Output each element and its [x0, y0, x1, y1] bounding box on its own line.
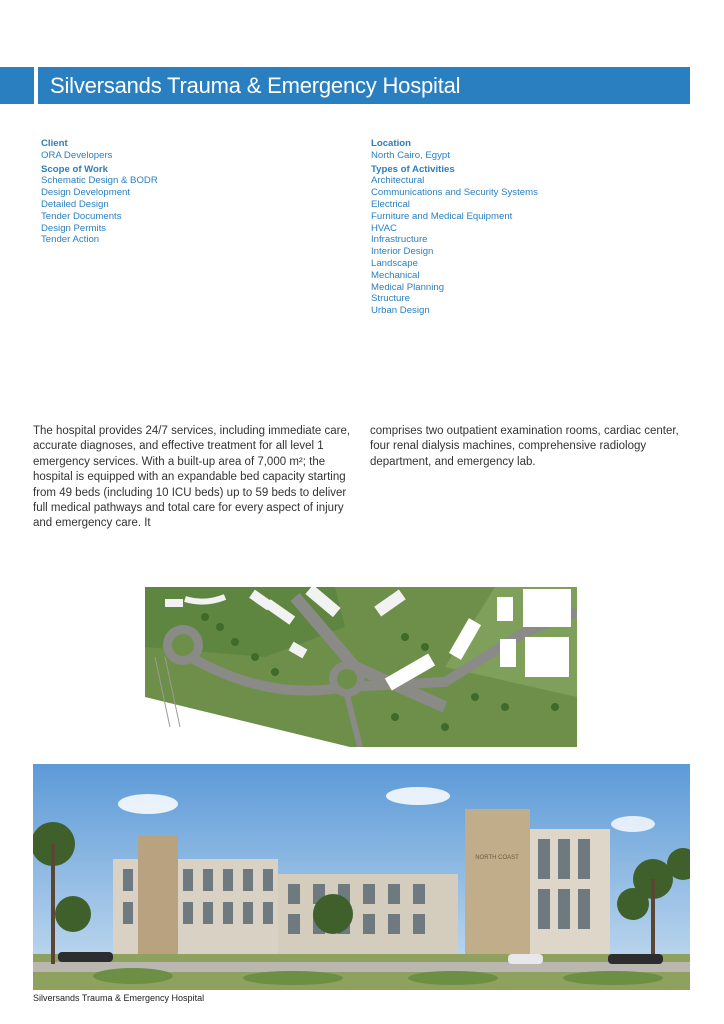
hospital-render-image — [33, 764, 690, 990]
client-value: ORA Developers — [41, 149, 113, 161]
activity-item: Structure — [371, 293, 410, 305]
activity-item: Mechanical — [371, 269, 420, 281]
location-block — [371, 138, 671, 162]
activity-item: Urban Design — [371, 305, 430, 317]
description-left: The hospital provides 24/7 services, including immediate care, accurate diagnoses, and effective treatment for all level 1 emergency services. With a built-up area of 7,000 m²; the hospital is equipped with an expandable bed capacity starting from 49 beds (including 10 ICU beds) up to 59 beds to deliver full medical pathways and total care for every aspect of injury and emergency care. It — [33, 425, 351, 530]
page-title: Silversands Trauma & Emergency Hospital — [50, 72, 461, 98]
activity-item: Architectural — [371, 175, 425, 187]
project-info-right — [371, 138, 671, 319]
site-plan-image — [145, 587, 577, 747]
client-heading: Client — [41, 138, 68, 149]
activity-item: Electrical — [371, 198, 410, 210]
scope-item: Design Development — [41, 187, 131, 199]
activity-item: HVAC — [371, 222, 397, 234]
scope-item: Design Permits — [41, 222, 107, 234]
scope-block — [41, 164, 341, 247]
project-info-left — [41, 138, 341, 248]
activity-item: Furniture and Medical Equipment — [371, 210, 513, 222]
location-heading: Location — [371, 138, 411, 149]
image-caption: Silversands Trauma & Emergency Hospital — [33, 993, 205, 1003]
building-sign: NORTH COAST — [475, 855, 519, 861]
activities-heading: Types of Activities — [371, 163, 455, 175]
client-block — [41, 138, 341, 162]
title-banner — [38, 67, 690, 104]
activities-block — [371, 164, 671, 317]
activity-item: Infrastructure — [371, 234, 428, 246]
scope-item: Detailed Design — [41, 198, 109, 210]
activity-item: Landscape — [371, 257, 418, 269]
location-value: North Cairo, Egypt — [371, 149, 450, 161]
title-accent-tab — [0, 67, 34, 104]
activity-item: Medical Planning — [371, 281, 445, 293]
activity-item: Communications and Security Systems — [371, 187, 538, 199]
scope-item: Tender Action — [41, 234, 100, 246]
description-right: comprises two outpatient examination rooms, cardiac center, four renal dialysis machines, comprehensive radiology department, and emergency lab. — [370, 425, 679, 468]
scope-heading: Scope of Work — [41, 163, 108, 175]
scope-item: Schematic Design & BODR — [41, 175, 158, 187]
activity-item: Interior Design — [371, 246, 434, 258]
scope-item: Tender Documents — [41, 210, 122, 222]
